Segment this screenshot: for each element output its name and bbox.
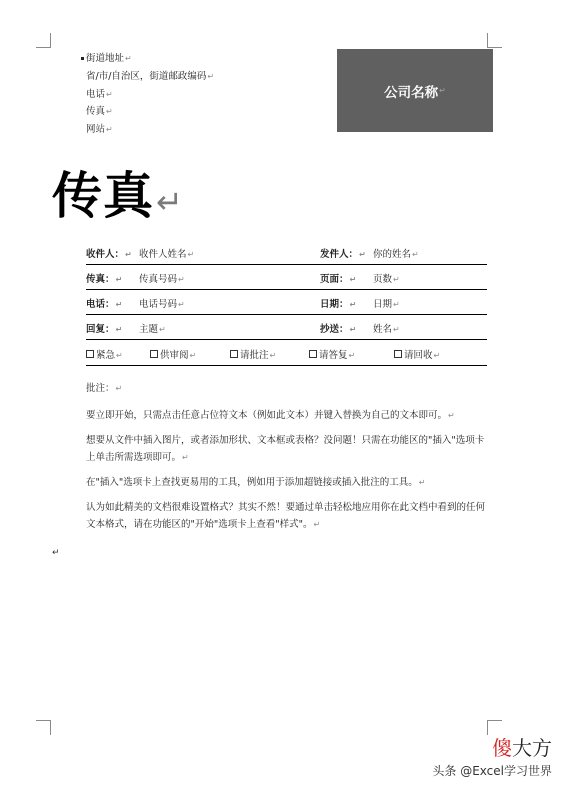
paragraph-mark: ↵ bbox=[52, 548, 60, 558]
checkbox-urgent[interactable]: 紧急↵ bbox=[86, 347, 123, 361]
text-cursor-paragraph[interactable] bbox=[52, 548, 60, 558]
re-value[interactable]: 主题↵ bbox=[139, 324, 166, 335]
to-value[interactable]: 收件人姓名↵ bbox=[139, 249, 195, 260]
phone-line[interactable] bbox=[86, 86, 214, 104]
paragraph-mark: ↵ bbox=[106, 107, 113, 117]
website-text[interactable]: 网站 bbox=[86, 124, 106, 136]
re-label: 回复：↵ bbox=[86, 324, 123, 335]
fax-label: 传真：↵ bbox=[86, 274, 123, 285]
checkbox-square[interactable] bbox=[150, 350, 158, 358]
notes-label[interactable]: 批注：↵ bbox=[86, 383, 123, 394]
document-title-text[interactable]: 传真 bbox=[52, 167, 154, 225]
fax-text[interactable]: 传真 bbox=[86, 106, 106, 118]
phone-label: 电话：↵ bbox=[86, 299, 123, 310]
paragraph-mark: ↵ bbox=[106, 89, 113, 99]
table-row-recipient bbox=[86, 240, 487, 265]
crop-mark-bottom-right bbox=[487, 720, 502, 735]
watermark-caption: 头条 @Excel学习世界 bbox=[432, 764, 552, 778]
city-line-text[interactable]: 省/市/自治区，街道邮政编码 bbox=[86, 70, 207, 82]
checkbox-square[interactable] bbox=[394, 350, 402, 358]
from-label: 发件人：↵ bbox=[320, 249, 366, 260]
body-paragraph[interactable]: 想要从文件中插入图片，或者添加形状、文本框或表格？没问题！只需在功能区的"插入"选项卡上单击所需选项即可。↵ bbox=[86, 435, 485, 463]
crop-mark-top-left bbox=[36, 33, 51, 48]
paragraph-mark: ↵ bbox=[439, 86, 446, 95]
phone-value[interactable]: 电话号码↵ bbox=[139, 299, 185, 310]
checkbox-square[interactable] bbox=[230, 350, 238, 358]
street-address-text[interactable]: 街道地址 bbox=[86, 53, 125, 64]
checkbox-please-reply[interactable]: 请答复↵ bbox=[309, 347, 355, 361]
table-row-fax bbox=[86, 265, 487, 290]
checkbox-please-comment[interactable]: 请批注↵ bbox=[230, 347, 276, 361]
from-value[interactable]: 你的姓名↵ bbox=[373, 249, 419, 260]
pages-value[interactable]: 页数↵ bbox=[373, 274, 400, 285]
cc-label: 抄送：↵ bbox=[320, 324, 357, 335]
date-value[interactable]: 日期↵ bbox=[373, 299, 400, 310]
body-paragraph[interactable]: 认为如此精美的文档很难设置格式？其实不然！要通过单击轻松地应用你在此文档中看到的任何文本格式，请在功能区的"开始"选项卡上查看"样式"。↵ bbox=[86, 502, 486, 530]
date-label: 日期：↵ bbox=[320, 299, 357, 310]
paragraph-mark: ↵ bbox=[207, 71, 215, 81]
sender-address-block bbox=[86, 50, 214, 139]
checkbox-please-recycle[interactable]: 请回收↵ bbox=[394, 347, 440, 361]
paragraph-mark: ↵ bbox=[156, 183, 184, 221]
body-paragraph[interactable]: 要立即开始，只需点击任意占位符文本（例如此文本）并键入替换为自己的文本即可。↵ bbox=[86, 410, 455, 421]
pages-label: 页面：↵ bbox=[320, 274, 357, 285]
phone-text[interactable]: 电话 bbox=[86, 88, 106, 100]
body-paragraph[interactable]: 在"插入"选项卡上查找更易用的工具，例如用于添加超链接或插入批注的工具。↵ bbox=[86, 477, 426, 488]
anchor-marker bbox=[81, 57, 84, 60]
checkbox-for-review[interactable]: 供审阅↵ bbox=[150, 347, 196, 361]
paragraph-mark: ↵ bbox=[125, 54, 132, 63]
paragraph-mark: ↵ bbox=[106, 125, 113, 135]
fax-value[interactable]: 传真号码↵ bbox=[139, 274, 185, 285]
company-logo-box[interactable] bbox=[337, 49, 493, 132]
table-row-phone bbox=[86, 290, 487, 315]
to-label: 收件人：↵ bbox=[86, 249, 132, 260]
website-line[interactable] bbox=[86, 121, 214, 139]
checkbox-square[interactable] bbox=[86, 350, 94, 358]
fax-info-table bbox=[86, 240, 487, 366]
brand-logo: 傻大方 bbox=[492, 736, 552, 760]
checkbox-square[interactable] bbox=[309, 350, 317, 358]
notes-body bbox=[86, 380, 488, 541]
table-row-reply bbox=[86, 315, 487, 340]
city-line[interactable] bbox=[86, 68, 214, 86]
watermark bbox=[432, 736, 552, 778]
crop-mark-top-right bbox=[487, 33, 502, 48]
company-name-text[interactable]: 公司名称 bbox=[384, 84, 439, 101]
document-title[interactable] bbox=[52, 164, 184, 234]
fax-line[interactable] bbox=[86, 103, 214, 121]
table-row-checkboxes bbox=[86, 340, 487, 366]
cc-value[interactable]: 姓名↵ bbox=[373, 324, 400, 335]
crop-mark-bottom-left bbox=[36, 720, 51, 735]
street-address-line[interactable] bbox=[86, 50, 214, 68]
